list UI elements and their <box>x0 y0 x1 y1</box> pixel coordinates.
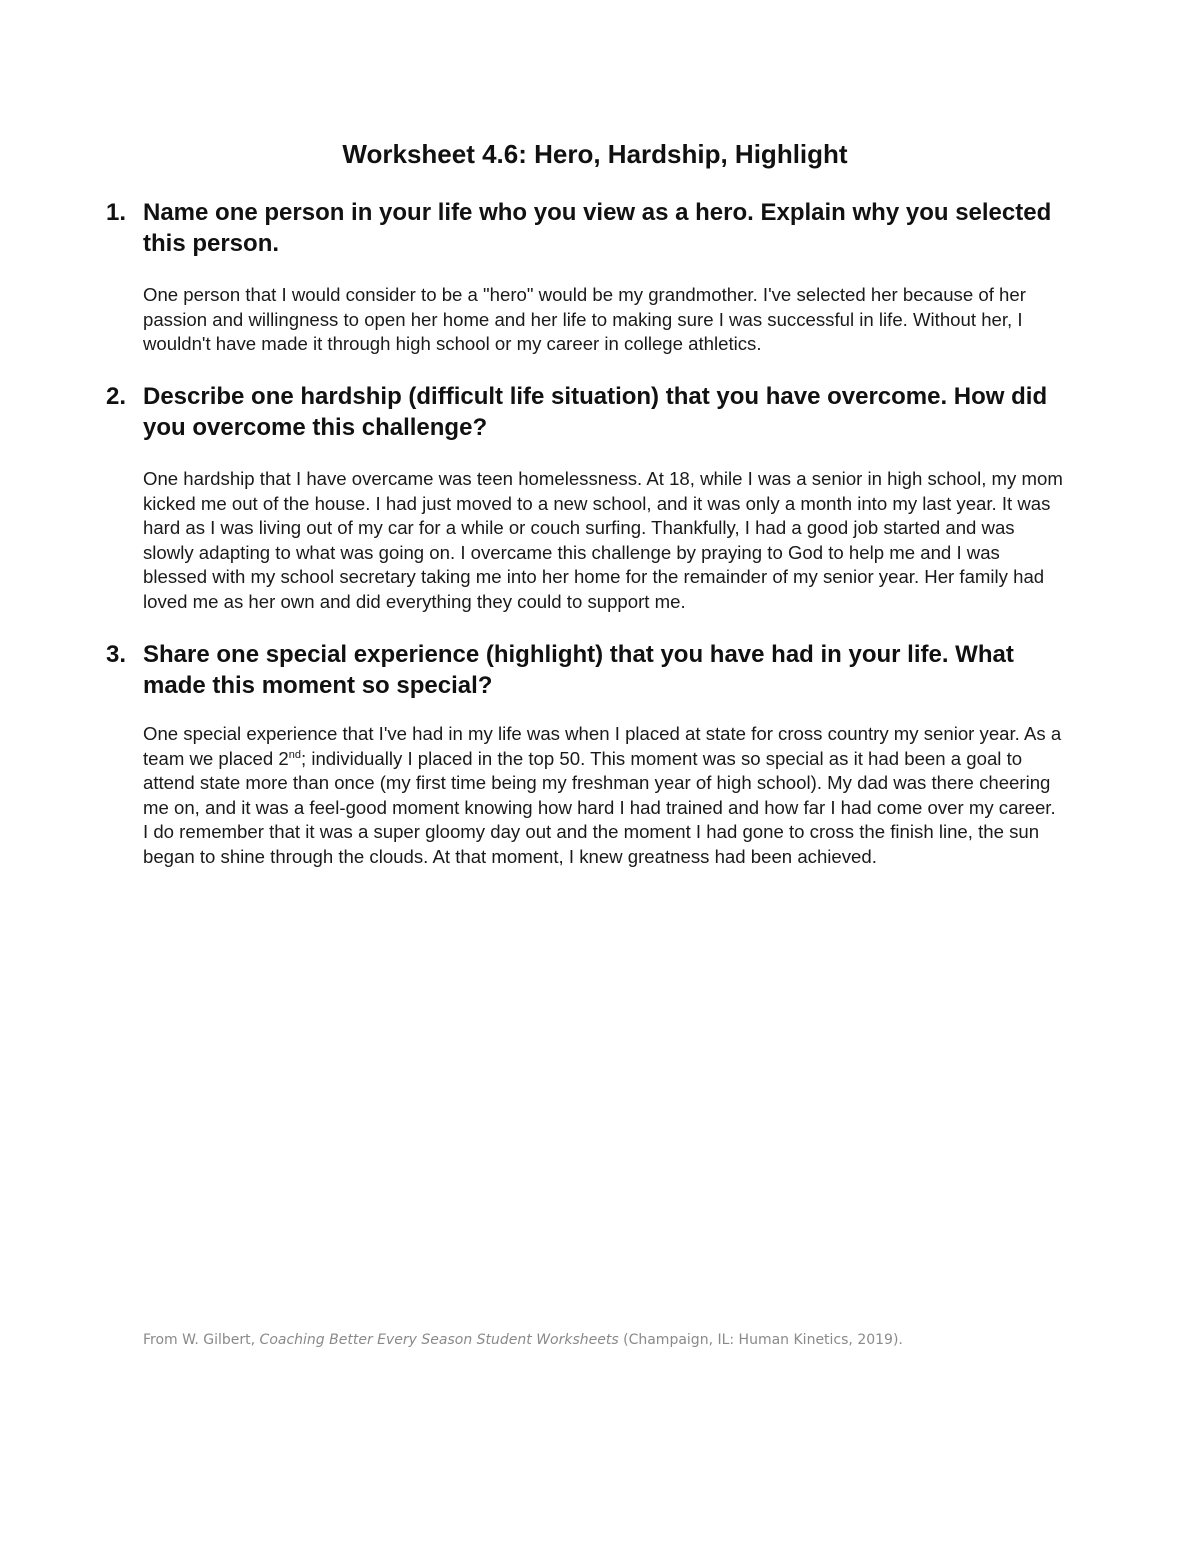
citation-footer <box>143 1330 1103 1350</box>
question-3 <box>106 639 1056 701</box>
worksheet-title: Worksheet 4.6: Hero, Hardship, Highlight <box>342 139 848 169</box>
question-text: Name one person in your life who you view as a hero. Explain why you selected this person. <box>143 199 1052 257</box>
answer-3 <box>143 722 1063 869</box>
question-1 <box>106 197 1056 259</box>
question-text: Share one special experience (highlight) that you have had in your life. What made this moment so special? <box>143 641 1014 699</box>
answer-3-part-1: One special experience that I've had in my life was when I placed at state for cross country my senior year. As a team we placed 2 <box>143 723 1062 769</box>
answer-1: One person that I would consider to be a "hero" would be my grandmother. I've selected her because of her passion and willingness to open her home and her life to making sure I was successful in life. Without her, I wouldn't have made it through high school or my career in college athletics. <box>143 284 1026 354</box>
question-2 <box>106 381 1056 443</box>
answer-3-part-2: ; individually I placed in the top 50. This moment was so special as it had been a goal to attend state more than once (my first time being my freshman year of high school). My dad was there cheering me on, and it was a feel-good moment knowing how hard I had trained and how far I had come over my career. I do remember that it was a super gloomy day out and the moment I had gone to cross the finish line, the sun began to shine through the clouds. At that moment, I knew greatness had been achieved. <box>143 747 1056 867</box>
question-text: Describe one hardship (difficult life situation) that you have overcome. How did you overcome this challenge? <box>143 383 1048 441</box>
citation-prefix: From W. Gilbert, <box>143 1332 260 1348</box>
question-number: 1. <box>106 199 127 226</box>
question-number: 3. <box>106 641 127 668</box>
answer-2: One hardship that I have overcame was teen homelessness. At 18, while I was a senior in high school, my mom kicked me out of the house. I had just moved to a new school, and it was only a month into my last year. It was hard as I was living out of my car for a while or couch surfing. Thankfully, I had a good job started and was slowly adapting to what was going on. I overcame this challenge by praying to God to help me and I was blessed with my school secretary taking me into her home for the remainder of my senior year. Her family had loved me as her own and did everything they could to support me. <box>143 468 1063 612</box>
ordinal-suffix: nd <box>288 748 301 761</box>
citation-book-title: Coaching Better Every Season Student Worksheets <box>259 1332 619 1348</box>
citation-suffix: (Champaign, IL: Human Kinetics, 2019). <box>618 1332 903 1348</box>
question-number: 2. <box>106 383 127 410</box>
